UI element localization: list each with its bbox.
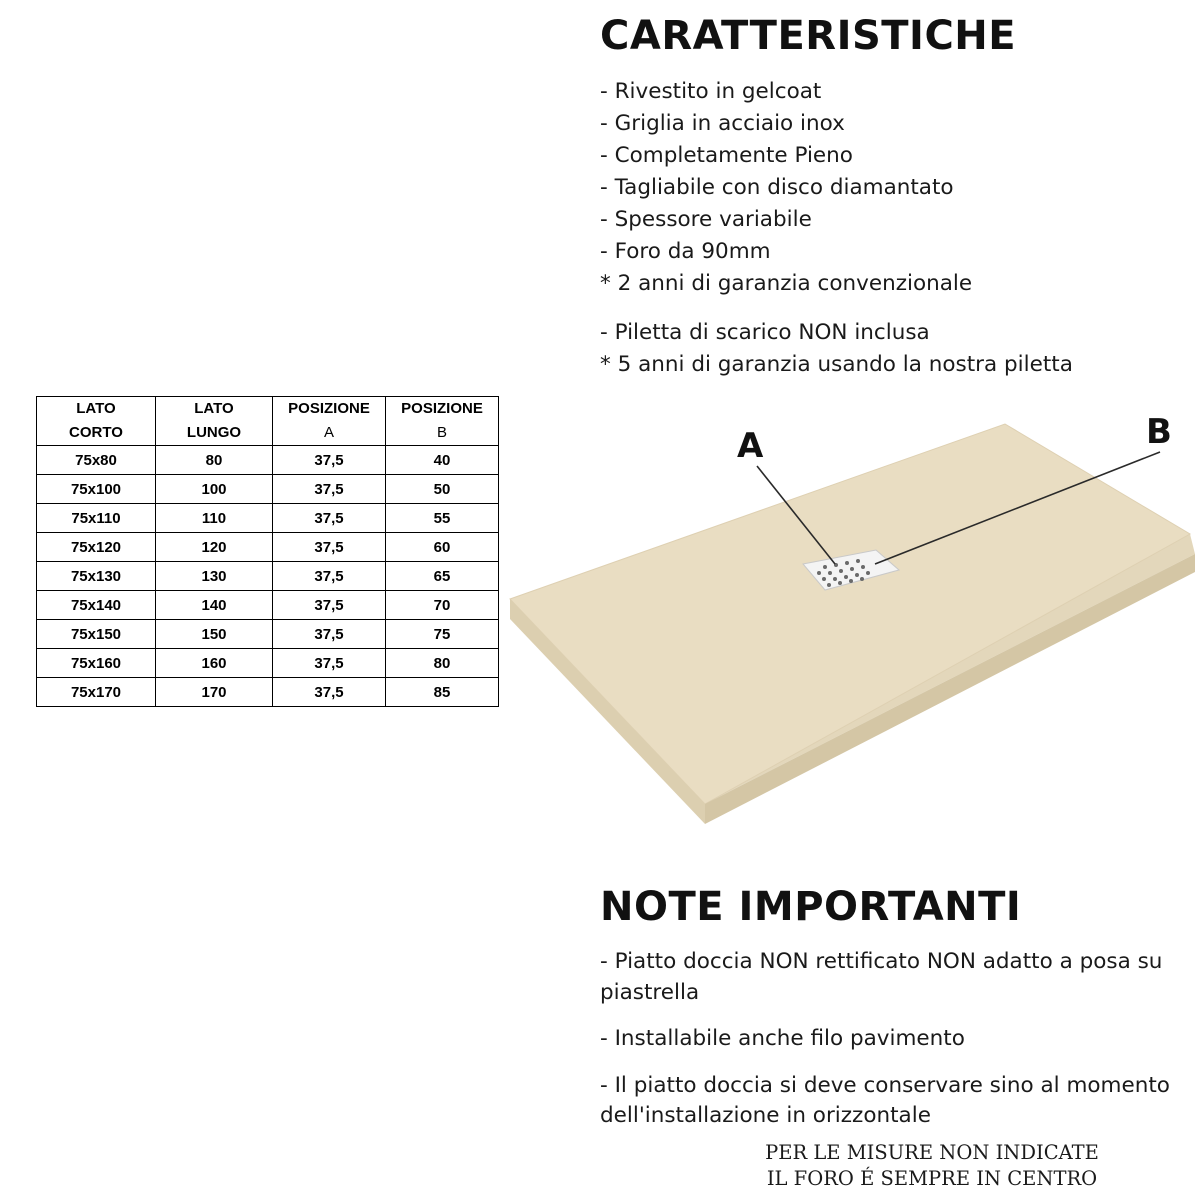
cell-lato-corto: 75x140 [37,591,156,620]
cell-lato-corto: 75x100 [37,475,156,504]
table-row [37,504,499,533]
cell-posizione-b: 85 [386,678,499,707]
feature-item-secondary: * 5 anni di garanzia usando la nostra piletta [600,352,1073,378]
cell-lato-lungo: 100 [156,475,273,504]
features-section [600,14,1190,381]
table-header-line2: B [436,424,447,441]
table-header-row [37,397,499,446]
cell-lato-lungo: 140 [156,591,273,620]
shower-tray-diagram [505,404,1195,844]
cell-lato-lungo: 160 [156,649,273,678]
footer-note-line2: IL FORO É SEMPRE IN CENTRO [766,1167,1098,1191]
cell-lato-lungo: 80 [156,446,273,475]
note-item: - Piatto doccia NON rettificato NON adatto a posa su piastrella [600,949,1163,1005]
label-a: A [737,426,764,466]
feature-item: - Foro da 90mm [600,239,771,265]
cell-posizione-a: 37,5 [273,649,386,678]
feature-item: * 2 anni di garanzia convenzionale [600,271,973,297]
features-heading: CARATTERISTICHE [600,13,1017,59]
notes-heading: NOTE IMPORTANTI [600,884,1022,930]
table-row [37,475,499,504]
table-row [37,649,499,678]
table-header-line1: POSIZIONE [401,400,483,417]
label-b: B [1146,412,1172,452]
cell-posizione-a: 37,5 [273,504,386,533]
cell-posizione-a: 37,5 [273,475,386,504]
cell-lato-lungo: 170 [156,678,273,707]
table-header-line2: LUNGO [186,424,242,441]
cell-posizione-b: 55 [386,504,499,533]
table-header [37,397,499,446]
table-header-line1: POSIZIONE [288,400,370,417]
cell-lato-corto: 75x160 [37,649,156,678]
feature-item: - Rivestito in gelcoat [600,79,822,104]
cell-lato-corto: 75x170 [37,678,156,707]
feature-item: - Tagliabile con disco diamantato [600,175,954,201]
cell-posizione-a: 37,5 [273,446,386,475]
cell-posizione-a: 37,5 [273,620,386,649]
cell-posizione-b: 65 [386,562,499,591]
cell-posizione-a: 37,5 [273,562,386,591]
cell-posizione-a: 37,5 [273,678,386,707]
table-header-cell-posizione-a [273,397,386,446]
cell-posizione-b: 80 [386,649,499,678]
cell-posizione-b: 50 [386,475,499,504]
footer-note [672,1140,1192,1193]
note-item: - Il piatto doccia si deve conservare sino al momento dell'installazione in orizzontale [600,1072,1170,1129]
table-body [37,446,499,707]
table-header-line2: CORTO [69,424,123,441]
cell-lato-lungo: 150 [156,620,273,649]
feature-item: - Completamente Pieno [600,143,853,169]
note-item: - Installabile anche filo pavimento [600,1026,965,1052]
cell-lato-corto: 75x120 [37,533,156,562]
size-table [36,396,499,707]
cell-lato-corto: 75x80 [37,446,156,475]
table-row [37,446,499,475]
table-row [37,533,499,562]
table-row [37,620,499,649]
cell-posizione-b: 70 [386,591,499,620]
table-row [37,562,499,591]
cell-posizione-b: 60 [386,533,499,562]
table-header-cell-lato-lungo [156,397,273,446]
table-header-line2: A [323,424,334,441]
cell-lato-lungo: 120 [156,533,273,562]
cell-lato-corto: 75x150 [37,620,156,649]
feature-item: - Griglia in acciaio inox [600,111,845,137]
table-header-cell-lato-corto [37,397,156,446]
table-header-line1: LATO [194,400,234,417]
cell-lato-corto: 75x130 [37,562,156,591]
footer-note-line1: PER LE MISURE NON INDICATE [765,1141,1099,1164]
cell-posizione-a: 37,5 [273,533,386,562]
table-row [37,591,499,620]
cell-posizione-b: 75 [386,620,499,649]
cell-lato-corto: 75x110 [37,504,156,533]
cell-lato-lungo: 110 [156,504,273,533]
cell-lato-lungo: 130 [156,562,273,591]
cell-posizione-a: 37,5 [273,591,386,620]
cell-posizione-b: 40 [386,446,499,475]
feature-item: - Spessore variabile [600,207,812,233]
feature-item-secondary: - Piletta di scarico NON inclusa [600,320,930,346]
notes-section [600,885,1190,1132]
table-header-cell-posizione-b [386,397,499,446]
product-illustration [505,404,1195,844]
table-row [37,678,499,707]
table-header-line1: LATO [76,400,116,417]
